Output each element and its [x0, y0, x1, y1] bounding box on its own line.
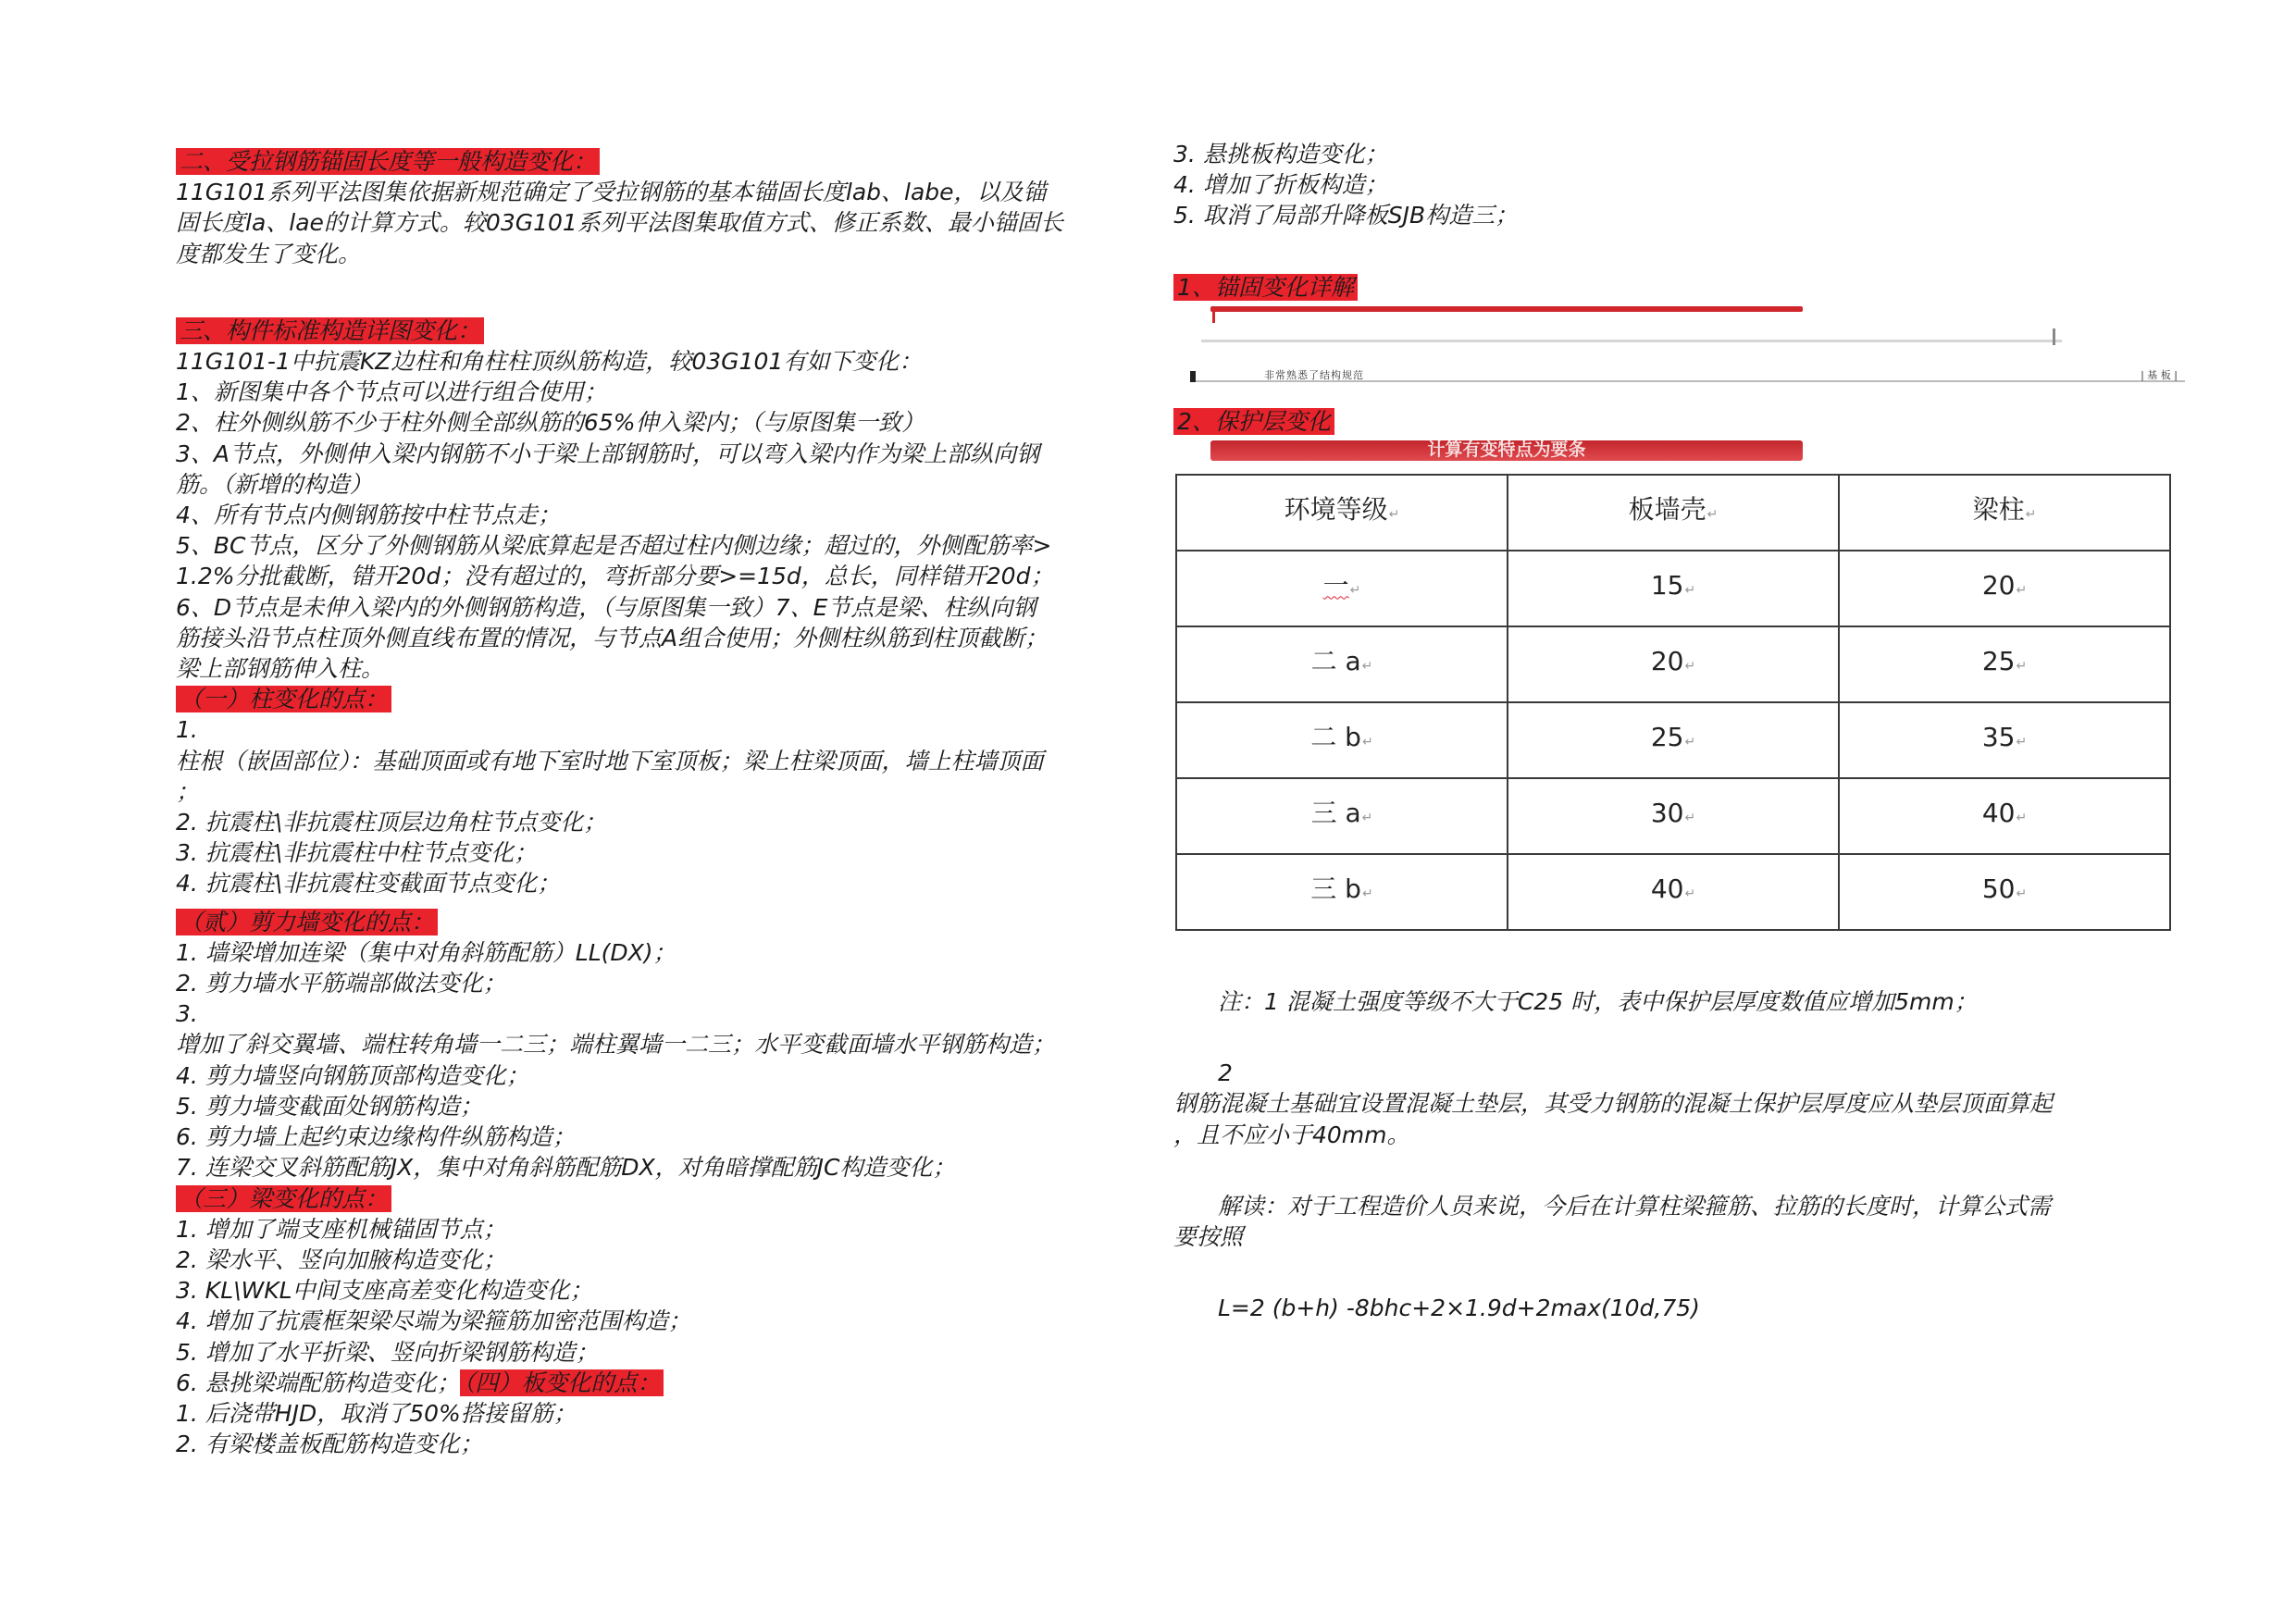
subheading-beam: （三）梁变化的点：	[176, 1185, 391, 1212]
list-item: 3.	[176, 1000, 198, 1028]
text-line: 度都发生了变化。	[176, 240, 362, 267]
list-item: 2. 梁水平、竖向加腋构造变化；	[176, 1245, 506, 1273]
section-heading-details: 三、构件标准构造详图变化：	[176, 317, 484, 344]
text-line: 3、A节点，外侧伸入梁内钢筋不小于梁上部钢筋时，可以弯入梁内作为梁上部纵向钢	[176, 440, 1040, 467]
left-column	[176, 146, 1148, 1459]
paragraph-details	[176, 346, 1148, 684]
header-cell: 梁柱↵	[1839, 475, 2170, 551]
list-item: 4. 剪力墙竖向钢筋顶部构造变化；	[176, 1061, 529, 1089]
table-row	[1176, 778, 2170, 854]
right-column	[1173, 139, 2201, 1323]
text-line: 梁上部钢筋伸入柱。	[176, 655, 385, 683]
subheading-column: （一）柱变化的点：	[176, 686, 391, 712]
note-1: 注：1 混凝土强度等级不大于C25 时，表中保护层厚度数值应增加5mm；	[1218, 988, 1978, 1016]
table-cell: 30↵	[1508, 778, 1839, 854]
scan-red-bar	[1210, 306, 1803, 312]
list-shear-wall	[176, 937, 1148, 1183]
list-item: ；	[176, 777, 200, 805]
scan-strip	[1190, 368, 2185, 382]
list-item: 增加了斜交翼墙、端柱转角墙一二三；端柱翼墙一二三；水平变截面墙水平钢筋构造；	[176, 1031, 1056, 1059]
section-heading-anchorage: 二、受拉钢筋锚固长度等一般构造变化：	[176, 148, 600, 175]
section-heading-anchor-detail: 1、锚固变化详解	[1173, 274, 1358, 301]
text-line: 筋。（新增的构造）	[176, 470, 373, 498]
text-line: 11G101系列平法图集依据新规范确定了受拉钢筋的基本锚固长度lab、labe，以及锚	[176, 179, 1047, 206]
table-cell: 35↵	[1839, 702, 2170, 778]
list-beam	[176, 1214, 1148, 1398]
list-slab	[176, 1398, 1148, 1459]
list-item: 3. 悬挑板构造变化；	[1173, 141, 1388, 167]
table-cell: 25↵	[1839, 626, 2170, 702]
table-cell: 20↵	[1839, 551, 2170, 626]
list-item: 柱根（嵌固部位）：基础顶面或有地下室时地下室顶板；梁上柱梁顶面，墙上柱墙顶面	[176, 747, 1044, 774]
anchor-scan-image	[1173, 304, 2201, 406]
table-cell: 二 a↵	[1176, 626, 1508, 702]
table-cell: 40↵	[1508, 854, 1839, 930]
header-cell: 环境等级↵	[1176, 475, 1508, 551]
note-2-number: 2	[1218, 1059, 1233, 1087]
table-row	[1176, 626, 2170, 702]
formula: L=2 (b+h) -8bhc+2×1.9d+2max(10d,75)	[1218, 1295, 1700, 1322]
list-item: 2. 抗震柱\非抗震柱顶层边角柱节点变化；	[176, 809, 607, 836]
list-item: 1.	[176, 716, 198, 744]
list-item	[176, 1368, 1148, 1398]
section-heading-cover: 2、保护层变化	[1173, 408, 1334, 435]
header-cell: 板墙壳↵	[1508, 475, 1839, 551]
table-row	[1176, 854, 2170, 930]
text-line: 6、D节点是未伸入梁内的外侧钢筋构造，（与原图集一致）7、E节点是梁、柱纵向钢	[176, 593, 1036, 621]
cover-table	[1175, 474, 2171, 931]
list-item: 1. 后浇带HJD，取消了50%搭接留筋；	[176, 1399, 577, 1427]
table-row	[1176, 702, 2170, 778]
list-item: 4. 增加了折板构造；	[1173, 171, 1388, 199]
list-item: 1. 增加了端支座机械锚固节点；	[176, 1215, 506, 1243]
subheading-shear-wall: （贰）剪力墙变化的点：	[176, 909, 438, 935]
text-line: 4、所有节点内侧钢筋按中柱节点走；	[176, 502, 561, 529]
table-cell: 三 a↵	[1176, 778, 1508, 854]
banner-text: 计算有变特点为要条	[1210, 440, 1803, 461]
table-cell: 20↵	[1508, 626, 1839, 702]
table-cell: 25↵	[1508, 702, 1839, 778]
list-item: 3. 抗震柱\非抗震柱中柱节点变化；	[176, 839, 538, 867]
scan-text-left: 非常熟悉了结构规范	[1264, 368, 1364, 381]
list-item: 2. 有梁楼盖板配筋构造变化；	[176, 1431, 483, 1458]
list-item: 3. KL\WKL中间支座高差变化构造变化；	[176, 1277, 593, 1305]
list-item: 6. 剪力墙上起约束边缘构件纵筋构造；	[176, 1123, 576, 1151]
list-item: 4. 增加了抗震框架梁尽端为梁箍筋加密范围构造；	[176, 1307, 691, 1335]
list-item: 1. 墙梁增加连梁（集中对角斜筋配筋）LL(DX)；	[176, 938, 676, 966]
interpretation-line: 解读：对于工程造价人员来说，今后在计算柱梁箍筋、拉筋的长度时，计算公式需	[1218, 1192, 2052, 1220]
list-item: 5. 剪力墙变截面处钢筋构造；	[176, 1092, 483, 1120]
list-column	[176, 714, 1148, 898]
text-line: 11G101-1中抗震KZ边柱和角柱柱顶纵筋构造，较03G101有如下变化：	[176, 348, 923, 376]
table-row	[1176, 551, 2170, 626]
table-cell: 二 b↵	[1176, 702, 1508, 778]
list-item: 5. 取消了局部升降板SJB构造三；	[1173, 202, 1519, 229]
paragraph-anchorage	[176, 177, 1148, 269]
text-line: 1、新图集中各个节点可以进行组合使用；	[176, 378, 607, 406]
table-cell: 40↵	[1839, 778, 2170, 854]
table-cell: 50↵	[1839, 854, 2170, 930]
scan-grey-bar	[1201, 340, 2062, 342]
text-line: 固长度la、lae的计算方式。较03G101系列平法图集取值方式、修正系数、最小锚固长	[176, 209, 1063, 237]
beam-item-6: 6. 悬挑梁端配筋构造变化；	[176, 1369, 460, 1396]
text-line: 筋接头沿节点柱顶外侧直线布置的情况，与节点A组合使用；外侧柱纵筋到柱顶截断；	[176, 624, 1049, 651]
table-cell: 三 b↵	[1176, 854, 1508, 930]
list-item: 7. 连梁交叉斜筋配筋JX，集中对角斜筋配筋DX，对角暗撑配筋JC构造变化；	[176, 1154, 956, 1182]
text-line: 1.2%分批截断，错开20d；没有超过的，弯折部分要>=15d，总长，同样错开20d；	[176, 563, 1054, 590]
list-item: 4. 抗震柱\非抗震柱变截面节点变化；	[176, 870, 561, 898]
list-item: 5. 增加了水平折梁、竖向折梁钢筋构造；	[176, 1338, 599, 1366]
interpretation-line: 要按照	[1173, 1223, 1244, 1251]
table-banner	[1173, 437, 2201, 474]
text-line: 5、BC节点，区分了外侧钢筋从梁底算起是否超过柱内侧边缘；超过的，外侧配筋率>	[176, 532, 1052, 560]
table-cell: 一↵	[1176, 551, 1508, 626]
list-slab-continued	[1173, 139, 2201, 231]
list-item: 2. 剪力墙水平筋端部做法变化；	[176, 970, 506, 997]
table-header-row	[1176, 475, 2170, 551]
scan-text-right: | 基 板 |	[2141, 368, 2178, 381]
text-line: 2、柱外侧纵筋不少于柱外侧全部纵筋的65%伸入梁内；（与原图集一致）	[176, 409, 925, 437]
note-2-line: 钢筋混凝土基础宜设置混凝土垫层，其受力钢筋的混凝土保护层厚度应从垫层顶面算起	[1173, 1090, 2054, 1118]
note-2-line: ，且不应小于40mm。	[1173, 1121, 1410, 1148]
subheading-slab: （四）板变化的点：	[460, 1369, 664, 1396]
table-cell: 15↵	[1508, 551, 1839, 626]
